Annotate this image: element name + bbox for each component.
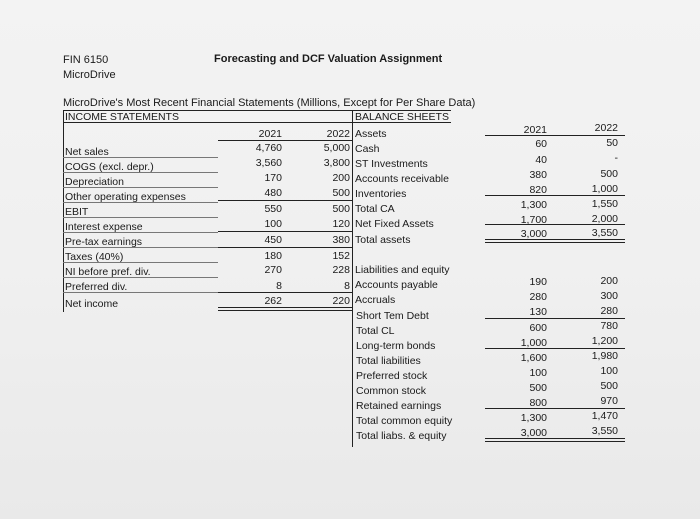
is-label: Taxes (40%) xyxy=(65,251,124,263)
preferred-rule xyxy=(218,292,353,293)
is-value-2021: 3,560 xyxy=(255,157,282,169)
fixed-assets-rule xyxy=(485,224,625,225)
bs-liab-2022: 200 xyxy=(600,275,618,287)
bs-year-2021: 2021 xyxy=(523,124,547,136)
row-rule xyxy=(63,217,218,218)
is-value-2021: 170 xyxy=(264,172,282,184)
is-value-2022: 500 xyxy=(332,203,350,215)
assignment-title: Forecasting and DCF Valuation Assignment xyxy=(214,53,443,65)
is-label: COGS (excl. depr.) xyxy=(65,161,154,173)
bs-liab-2021: 100 xyxy=(529,367,547,379)
bs-asset-2022: - xyxy=(614,152,618,164)
bs-liab-2021: 1,600 xyxy=(520,352,547,364)
row-rule xyxy=(63,157,218,158)
assets-label: Assets xyxy=(355,128,387,140)
is-label: EBIT xyxy=(65,206,89,218)
is-value-2022: 228 xyxy=(332,264,350,276)
bs-liab-2022: 3,550 xyxy=(591,425,618,437)
is-value-2021: 450 xyxy=(264,234,282,246)
is-value-2021: 270 xyxy=(264,264,282,276)
row-rule xyxy=(63,262,218,263)
total-liabs-rule-2 xyxy=(485,441,625,442)
pretax-rule xyxy=(218,231,353,232)
net-income-rule-1 xyxy=(218,307,353,308)
bs-liab-2021: 130 xyxy=(529,306,547,318)
is-value-2022: 200 xyxy=(332,172,350,184)
bs-liab-2021: 600 xyxy=(529,322,547,334)
bs-asset-2021: 380 xyxy=(529,169,547,181)
bs-liab-2021: 1,300 xyxy=(520,412,547,424)
bs-year-rule xyxy=(485,135,625,136)
row-rule xyxy=(63,277,218,278)
is-value-2022: 500 xyxy=(332,187,350,199)
table-caption: MicroDrive's Most Recent Financial Statements (Millions, Except for Per Share Data) xyxy=(63,97,476,109)
bs-liab-2022: 1,200 xyxy=(591,335,618,347)
bs-liab-label: Total liabilities xyxy=(356,355,421,367)
ebit-rule xyxy=(218,200,353,201)
bs-liab-2022: 1,980 xyxy=(591,350,618,362)
is-year-2022: 2022 xyxy=(326,128,350,140)
bs-liab-label: Total common equity xyxy=(356,415,453,427)
row-rule xyxy=(63,202,218,203)
total-liabs-rule-1 xyxy=(485,438,625,439)
bs-liab-label: Total liabs. & equity xyxy=(356,430,447,442)
bs-liab-label: Retained earnings xyxy=(356,400,442,412)
is-value-2022: 120 xyxy=(332,218,350,230)
bs-liab-2022: 300 xyxy=(600,290,618,302)
bs-asset-2022: 3,550 xyxy=(591,227,618,239)
bs-liab-label: Common stock xyxy=(356,385,427,397)
bs-liab-2022: 970 xyxy=(600,395,618,407)
bs-liab-label: Accruals xyxy=(355,294,396,306)
bs-asset-2021: 820 xyxy=(529,184,547,196)
is-year-2021: 2021 xyxy=(258,128,282,140)
row-rule xyxy=(63,292,218,293)
company-name: MicroDrive xyxy=(63,69,116,81)
bs-asset-label: Total CA xyxy=(355,203,395,215)
net-income-rule-2 xyxy=(218,310,353,311)
is-value-2021: 480 xyxy=(264,187,282,199)
is-value-2021: 180 xyxy=(264,250,282,262)
bs-asset-2022: 2,000 xyxy=(591,213,618,225)
is-label: NI before pref. div. xyxy=(65,266,151,278)
is-label: Net sales xyxy=(65,146,109,158)
bs-liab-2021: 280 xyxy=(529,291,547,303)
is-value-2022: 8 xyxy=(344,280,350,292)
bs-asset-label: Inventories xyxy=(355,188,407,200)
bs-asset-2022: 1,000 xyxy=(591,183,618,195)
bs-liab-2021: 3,000 xyxy=(520,427,547,439)
total-assets-rule-1 xyxy=(485,239,625,240)
is-value-2022: 152 xyxy=(332,250,350,262)
is-label: Interest expense xyxy=(65,221,143,233)
is-value-2022: 380 xyxy=(332,234,350,246)
bs-liab-2022: 100 xyxy=(600,365,618,377)
is-label: Depreciation xyxy=(65,176,124,188)
is-label: Preferred div. xyxy=(65,281,128,293)
bs-liab-label: Preferred stock xyxy=(356,370,428,382)
bs-liab-label: Accounts payable xyxy=(355,279,438,291)
left-border xyxy=(63,110,64,312)
row-rule xyxy=(63,172,218,173)
bs-asset-label: Net Fixed Assets xyxy=(355,218,434,230)
row-rule xyxy=(63,187,218,188)
bs-liab-2021: 190 xyxy=(529,276,547,288)
liabilities-equity-label: Liabilities and equity xyxy=(355,264,450,276)
bs-liab-2022: 500 xyxy=(600,380,618,392)
is-value-2021: 4,760 xyxy=(255,142,282,154)
retained-earnings-rule xyxy=(485,408,625,409)
bs-liab-2022: 780 xyxy=(600,320,618,332)
is-value-2022: 3,800 xyxy=(323,157,350,169)
bs-asset-2022: 50 xyxy=(606,137,618,149)
course-code: FIN 6150 xyxy=(63,54,109,66)
is-value-2021: 8 xyxy=(276,280,282,292)
lt-bonds-rule xyxy=(485,348,625,349)
total-ca-rule xyxy=(485,195,625,196)
is-value-2022: 5,000 xyxy=(323,142,350,154)
bs-liab-label: Total CL xyxy=(356,325,395,337)
bs-asset-2022: 1,550 xyxy=(591,198,618,210)
bs-asset-2021: 60 xyxy=(535,138,547,150)
bs-asset-2021: 3,000 xyxy=(520,228,547,240)
is-value-2021: 550 xyxy=(264,203,282,215)
bs-liab-label: Long-term bonds xyxy=(356,340,436,352)
bs-year-2022: 2022 xyxy=(594,122,618,134)
is-label: Other operating expenses xyxy=(65,191,186,203)
bs-asset-label: Total assets xyxy=(355,234,411,246)
bs-asset-label: Accounts receivable xyxy=(355,173,449,185)
bs-asset-2021: 40 xyxy=(535,154,547,166)
bs-asset-label: Cash xyxy=(355,143,380,155)
bs-liab-2022: 280 xyxy=(600,305,618,317)
short-term-debt-rule xyxy=(485,318,625,319)
balance-sheet-heading: BALANCE SHEETS xyxy=(355,111,449,123)
taxes-rule xyxy=(218,247,353,248)
is-label: Pre-tax earnings xyxy=(65,236,143,248)
is-value-2021: 262 xyxy=(264,295,282,307)
bs-asset-label: ST Investments xyxy=(355,158,428,170)
bs-liab-label: Short Tem Debt xyxy=(356,310,429,322)
row-rule xyxy=(63,247,218,248)
bs-liab-2021: 1,000 xyxy=(520,337,547,349)
bs-asset-2021: 1,300 xyxy=(520,199,547,211)
middle-divider xyxy=(352,110,353,447)
row-rule xyxy=(63,232,218,233)
income-statement-heading: INCOME STATEMENTS xyxy=(65,111,179,123)
bs-liab-2022: 1,470 xyxy=(591,410,618,422)
bs-liab-2021: 800 xyxy=(529,397,547,409)
bs-asset-2021: 1,700 xyxy=(520,214,547,226)
bs-asset-2022: 500 xyxy=(600,168,618,180)
is-label: Net income xyxy=(65,298,119,310)
total-assets-rule-2 xyxy=(485,242,625,243)
is-year-rule xyxy=(218,140,353,141)
bs-liab-2021: 500 xyxy=(529,382,547,394)
is-value-2021: 100 xyxy=(264,218,282,230)
is-value-2022: 220 xyxy=(332,295,350,307)
